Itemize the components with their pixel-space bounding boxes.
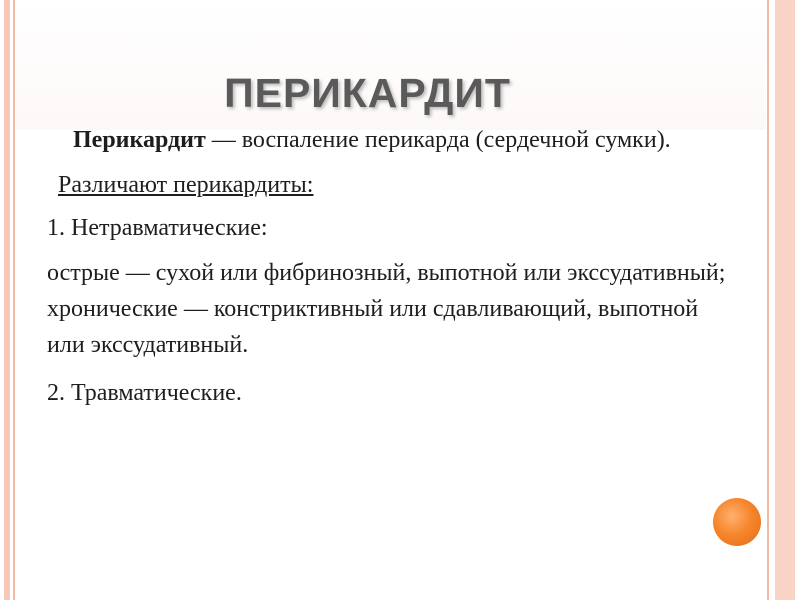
item1-heading: 1. Нетравматические: [47, 215, 268, 241]
orange-circle-decoration [713, 498, 761, 546]
right-frame-band [775, 0, 795, 600]
definition-term: Перикардит [73, 127, 206, 153]
definition-paragraph [47, 124, 737, 157]
slide-body [47, 124, 737, 410]
classification-heading: Различают перикардиты: [58, 172, 314, 198]
item2-heading: 2. Травматические. [47, 380, 242, 406]
definition-text: — воспаление перикарда (сердечной сумки). [205, 127, 671, 153]
slide-title: ПЕРИКАРДИТ [224, 70, 511, 116]
item1-detail: острые — сухой или фибринозный, выпотной или экссудативный; хронические — констриктивный или сдавливающий, выпотной или экссудативный. [47, 260, 726, 358]
right-frame-line [767, 0, 769, 600]
